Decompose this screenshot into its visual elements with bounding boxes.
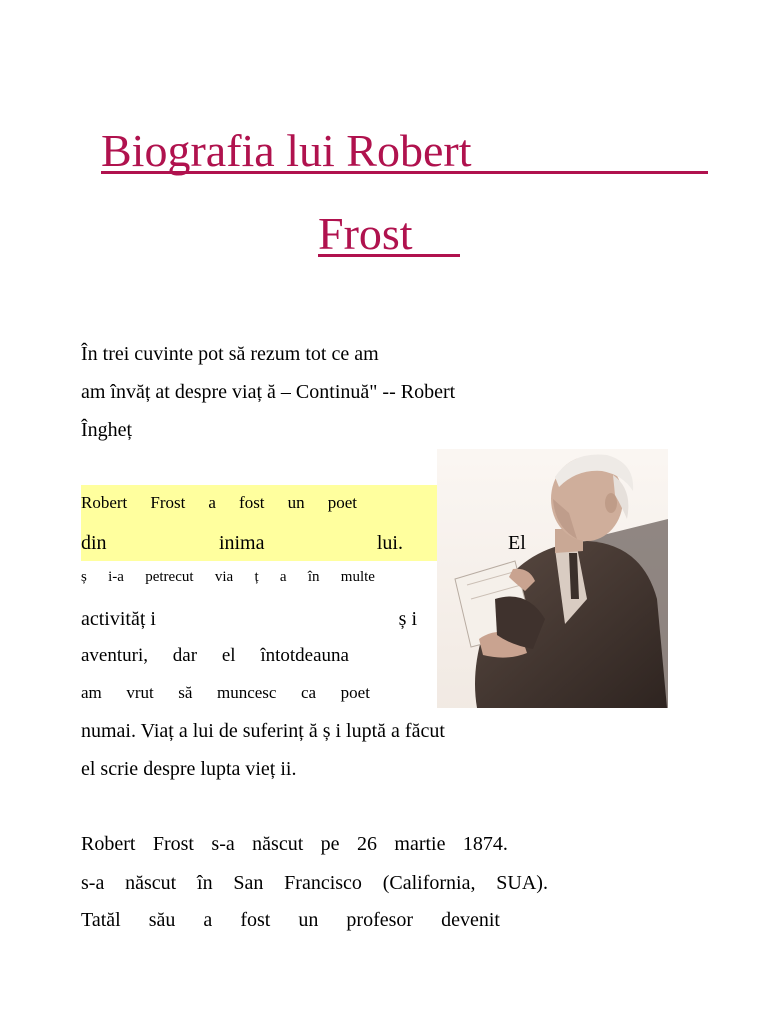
para1-word: aventuri,: [81, 645, 149, 666]
para1-word: multe: [340, 569, 375, 585]
para2-line-1: [81, 834, 508, 854]
para1-line-5: [81, 646, 349, 665]
para2-word: SUA).: [496, 872, 548, 894]
para1-word: Frost: [150, 493, 186, 512]
para2-word: (California,: [382, 872, 476, 894]
para1-word: întotdeauna: [260, 645, 349, 666]
para2-word: născut: [125, 872, 177, 894]
para2-line-3: [81, 910, 500, 930]
para1-word: activităț i: [81, 608, 156, 630]
para1-line-2-aside: El: [508, 532, 526, 554]
para2-word: a: [203, 909, 213, 931]
para2-word: pe: [320, 833, 340, 855]
para2-word: născut: [252, 833, 304, 855]
quote-line-1: În trei cuvinte pot să rezum tot ce am: [81, 343, 379, 365]
para1-word: inima: [218, 532, 265, 554]
title-line-2: Frost: [318, 208, 413, 259]
para1-word: ț: [254, 569, 259, 585]
para1-line-4: [81, 609, 417, 629]
para1-word: în: [307, 569, 320, 585]
quote-line-2: [81, 382, 534, 402]
para1-word: muncesc: [216, 683, 277, 702]
quote-line-3: Îngheț: [81, 419, 133, 441]
para1-line-3: [81, 570, 375, 585]
para1-word: a: [208, 493, 216, 512]
para1-word: ca: [301, 683, 317, 702]
title-underline-1: [101, 171, 708, 174]
title-line-1: Biografia lui Robert: [101, 125, 472, 176]
para1-line-2: [81, 533, 403, 553]
para2-word: martie: [394, 833, 446, 855]
para2-word: fost: [240, 909, 271, 931]
portrait-photo: [437, 449, 668, 708]
para1-word: poet: [340, 683, 370, 702]
para2-word: devenit: [441, 909, 500, 931]
para1-word: petrecut: [145, 569, 194, 585]
para2-word: s-a: [211, 833, 235, 855]
para2-word: profesor: [346, 909, 414, 931]
para1-word: din: [81, 532, 107, 554]
para1-line-8: el scrie despre lupta vieț ii.: [81, 758, 297, 780]
para1-word: i-a: [108, 569, 124, 585]
para1-word: Robert: [81, 493, 128, 512]
para1-line-1: [81, 494, 357, 511]
quote-line-2-text: am învăț at despre viaț ă – Continuă" -- Robert: [81, 381, 456, 403]
para1-word: lui.: [376, 532, 403, 554]
para2-word: Robert: [81, 833, 136, 855]
title-underline-2: [318, 254, 460, 257]
para2-line-2: [81, 873, 548, 893]
para1-word: poet: [327, 493, 357, 512]
para1-word: ș i: [398, 608, 417, 630]
para1-word: am: [81, 683, 102, 702]
para2-word: Francisco: [284, 872, 362, 894]
para1-word: ș: [81, 569, 87, 585]
para1-word: să: [178, 683, 193, 702]
para2-word: 26: [356, 833, 377, 855]
para1-word: via: [214, 569, 234, 585]
para2-word: în: [197, 872, 213, 894]
para1-word: dar: [172, 645, 198, 666]
para2-word: s-a: [81, 872, 105, 894]
para2-word: 1874.: [462, 833, 508, 855]
portrait-illustration: [437, 449, 668, 708]
para2-word: un: [298, 909, 319, 931]
para1-word: el: [221, 645, 236, 666]
para1-word: fost: [239, 493, 265, 512]
para1-line-6: [81, 684, 370, 701]
para2-word: San: [233, 872, 264, 894]
para1-word: un: [287, 493, 305, 512]
para2-word: său: [148, 909, 176, 931]
para1-word: a: [279, 569, 287, 585]
para1-line-7: numai. Viaț a lui de suferinț ă ș i luptă a făcut: [81, 720, 445, 742]
para2-word: Frost: [152, 833, 194, 855]
para1-word: vrut: [126, 683, 154, 702]
para2-word: Tatăl: [81, 909, 121, 931]
